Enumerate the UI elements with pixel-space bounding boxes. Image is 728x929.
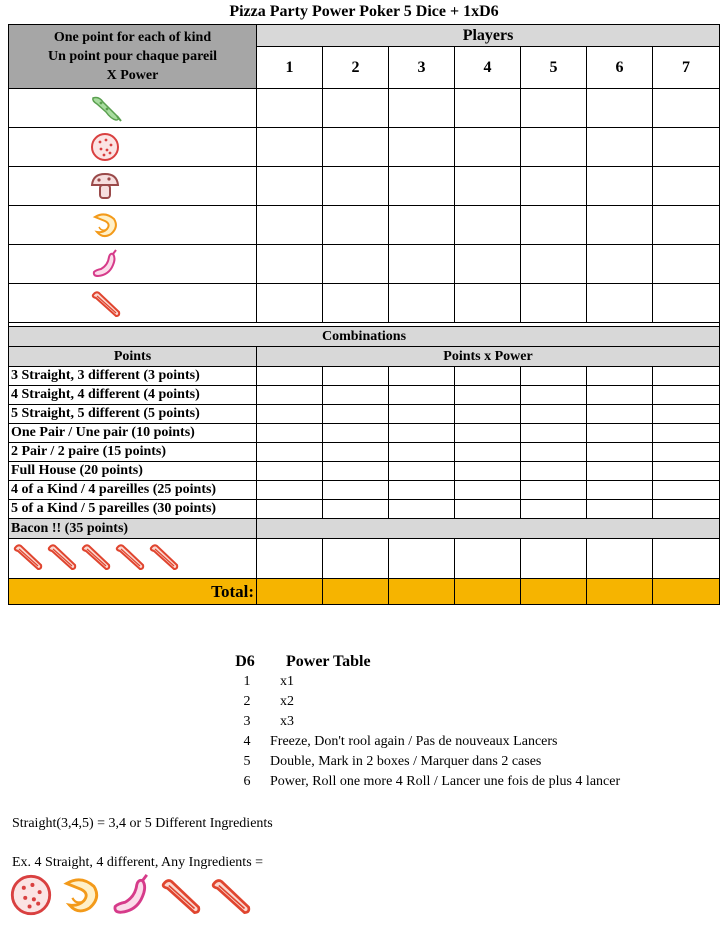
power-number: 4 xyxy=(243,734,251,749)
score-cell[interactable] xyxy=(323,424,389,443)
score-cell[interactable] xyxy=(389,405,455,424)
pepperoni-icon xyxy=(8,872,54,923)
score-cell[interactable] xyxy=(257,367,323,386)
total-cell[interactable] xyxy=(257,579,323,605)
mushroom-icon xyxy=(49,170,256,202)
score-cell[interactable] xyxy=(455,89,521,128)
combo-row xyxy=(9,405,720,424)
score-cell[interactable] xyxy=(389,167,455,206)
score-cell[interactable] xyxy=(323,284,389,323)
score-cell[interactable] xyxy=(389,462,455,481)
power-number: 2 xyxy=(243,694,251,709)
ingredient-row xyxy=(9,284,720,323)
player-header-3: 3 xyxy=(389,47,455,89)
score-cell[interactable] xyxy=(653,367,720,386)
score-cell[interactable] xyxy=(521,128,587,167)
score-cell[interactable] xyxy=(521,386,587,405)
score-cell[interactable] xyxy=(455,481,521,500)
ingredient-cell xyxy=(9,284,257,323)
score-cell[interactable] xyxy=(257,284,323,323)
score-cell[interactable] xyxy=(257,500,323,519)
combo-row xyxy=(9,386,720,405)
score-cell[interactable] xyxy=(653,245,720,284)
power-table-title: Power Table xyxy=(286,653,371,670)
pepperoni-icon xyxy=(49,131,256,163)
header-line-1: One point for each of kind xyxy=(53,30,212,45)
score-cell[interactable] xyxy=(389,386,455,405)
page-title: Pizza Party Power Poker 5 Dice + 1xD6 xyxy=(229,3,499,20)
score-cell[interactable] xyxy=(323,89,389,128)
total-cell[interactable] xyxy=(587,579,653,605)
player-header-6: 6 xyxy=(587,47,653,89)
score-cell[interactable] xyxy=(587,367,653,386)
straight-note: Straight(3,4,5) = 3,4 or 5 Different Ingredients xyxy=(12,816,273,831)
combo-label: 4 Straight, 4 different (4 points) xyxy=(9,386,257,405)
bacon-icons-cell xyxy=(9,539,257,579)
combo-row xyxy=(9,481,720,500)
power-number: 5 xyxy=(243,754,251,769)
points-header: Points xyxy=(9,347,257,367)
total-cell[interactable] xyxy=(389,579,455,605)
score-cell[interactable] xyxy=(587,284,653,323)
player-header-4: 4 xyxy=(455,47,521,89)
score-cell[interactable] xyxy=(323,128,389,167)
score-cell[interactable] xyxy=(587,405,653,424)
score-cell[interactable] xyxy=(587,539,653,579)
score-cell[interactable] xyxy=(521,206,587,245)
player-header-5: 5 xyxy=(521,47,587,89)
ingredient-cell xyxy=(9,245,257,284)
score-cell[interactable] xyxy=(323,245,389,284)
bacon-icon xyxy=(208,872,254,923)
score-cell[interactable] xyxy=(653,386,720,405)
score-cell[interactable] xyxy=(653,539,720,579)
shrimp-icon xyxy=(58,872,104,923)
example-icons xyxy=(8,872,254,923)
score-cell[interactable] xyxy=(257,481,323,500)
score-cell[interactable] xyxy=(653,481,720,500)
header-line-2: Un point pour chaque pareil xyxy=(47,49,218,64)
score-cell[interactable] xyxy=(521,167,587,206)
score-cell[interactable] xyxy=(455,206,521,245)
combo-label: One Pair / Une pair (10 points) xyxy=(9,424,257,443)
score-cell[interactable] xyxy=(455,245,521,284)
score-cell[interactable] xyxy=(653,500,720,519)
combinations-header: Combinations xyxy=(9,327,720,347)
score-cell[interactable] xyxy=(323,443,389,462)
score-cell[interactable] xyxy=(455,405,521,424)
score-cell[interactable] xyxy=(257,424,323,443)
score-cell[interactable] xyxy=(389,284,455,323)
combo-label: 5 of a Kind / 5 pareilles (30 points) xyxy=(9,500,257,519)
power-row xyxy=(232,732,620,752)
header-description xyxy=(9,25,257,89)
score-cell[interactable] xyxy=(587,89,653,128)
score-cell[interactable] xyxy=(455,386,521,405)
score-cell[interactable] xyxy=(455,424,521,443)
bacon-icon xyxy=(45,539,79,578)
combo-row xyxy=(9,443,720,462)
score-cell[interactable] xyxy=(521,284,587,323)
score-cell[interactable] xyxy=(455,128,521,167)
bacon-icon xyxy=(147,539,181,578)
score-cell[interactable] xyxy=(257,89,323,128)
score-cell[interactable] xyxy=(323,167,389,206)
power-text: Freeze, Don't rool again / Pas de nouveaux Lancers xyxy=(270,734,558,749)
power-number: 6 xyxy=(243,774,251,789)
bacon-label: Bacon !! (35 points) xyxy=(9,519,257,539)
score-cell[interactable] xyxy=(653,206,720,245)
score-cell[interactable] xyxy=(257,462,323,481)
score-cell[interactable] xyxy=(587,481,653,500)
combo-label: 3 Straight, 3 different (3 points) xyxy=(9,367,257,386)
score-cell[interactable] xyxy=(389,89,455,128)
score-cell[interactable] xyxy=(653,405,720,424)
score-cell[interactable] xyxy=(521,500,587,519)
ingredient-row xyxy=(9,89,720,128)
score-cell[interactable] xyxy=(455,443,521,462)
score-cell[interactable] xyxy=(389,424,455,443)
combo-label: 5 Straight, 5 different (5 points) xyxy=(9,405,257,424)
score-cell[interactable] xyxy=(521,405,587,424)
score-cell[interactable] xyxy=(587,245,653,284)
power-row xyxy=(232,692,620,712)
score-cell[interactable] xyxy=(257,405,323,424)
pepper-icon xyxy=(49,92,256,124)
score-cell[interactable] xyxy=(257,167,323,206)
players-header: Players xyxy=(257,25,720,47)
score-cell[interactable] xyxy=(521,481,587,500)
score-cell[interactable] xyxy=(587,386,653,405)
score-cell[interactable] xyxy=(653,128,720,167)
score-cell[interactable] xyxy=(521,245,587,284)
score-cell[interactable] xyxy=(389,481,455,500)
score-cell[interactable] xyxy=(521,443,587,462)
score-cell[interactable] xyxy=(587,443,653,462)
ingredient-cell xyxy=(9,206,257,245)
score-cell[interactable] xyxy=(653,462,720,481)
ingredient-cell xyxy=(9,128,257,167)
bacon-bar xyxy=(257,519,720,539)
power-row xyxy=(232,712,620,732)
d6-label: D6 xyxy=(235,653,255,670)
score-cell[interactable] xyxy=(323,500,389,519)
combo-row xyxy=(9,367,720,386)
score-cell[interactable] xyxy=(389,500,455,519)
total-cell[interactable] xyxy=(455,579,521,605)
score-cell[interactable] xyxy=(323,539,389,579)
score-cell[interactable] xyxy=(389,539,455,579)
combo-row xyxy=(9,500,720,519)
score-cell[interactable] xyxy=(587,167,653,206)
score-cell[interactable] xyxy=(521,367,587,386)
score-cell[interactable] xyxy=(653,167,720,206)
total-cell[interactable] xyxy=(521,579,587,605)
score-cell[interactable] xyxy=(257,206,323,245)
score-cell[interactable] xyxy=(521,462,587,481)
score-cell[interactable] xyxy=(455,500,521,519)
combo-row xyxy=(9,424,720,443)
score-cell[interactable] xyxy=(257,539,323,579)
combo-row xyxy=(9,462,720,481)
score-cell[interactable] xyxy=(389,443,455,462)
player-header-1: 1 xyxy=(257,47,323,89)
shrimp-icon xyxy=(49,209,256,241)
bacon-icon xyxy=(79,539,113,578)
power-number: 1 xyxy=(243,674,251,689)
power-table xyxy=(232,652,620,792)
power-row xyxy=(232,772,620,792)
score-cell[interactable] xyxy=(587,128,653,167)
score-cell[interactable] xyxy=(323,405,389,424)
ingredient-cell xyxy=(9,89,257,128)
score-cell[interactable] xyxy=(389,206,455,245)
score-cell[interactable] xyxy=(587,462,653,481)
score-cell[interactable] xyxy=(653,284,720,323)
power-text: x2 xyxy=(280,694,294,709)
ingredient-cell xyxy=(9,167,257,206)
power-row xyxy=(232,672,620,692)
score-cell[interactable] xyxy=(521,424,587,443)
score-cell[interactable] xyxy=(521,89,587,128)
score-cell[interactable] xyxy=(455,284,521,323)
score-cell[interactable] xyxy=(521,539,587,579)
score-cell[interactable] xyxy=(257,386,323,405)
power-text: x3 xyxy=(280,714,294,729)
score-cell[interactable] xyxy=(587,500,653,519)
score-sheet xyxy=(8,24,720,605)
ingredient-row xyxy=(9,128,720,167)
player-header-7: 7 xyxy=(653,47,720,89)
combo-label: 2 Pair / 2 paire (15 points) xyxy=(9,443,257,462)
power-text: Power, Roll one more 4 Roll / Lancer une fois de plus 4 lancer xyxy=(270,774,621,789)
score-cell[interactable] xyxy=(455,462,521,481)
points-power-header: Points x Power xyxy=(257,347,720,367)
score-cell[interactable] xyxy=(455,367,521,386)
sausage-icon xyxy=(108,872,154,923)
ingredient-row xyxy=(9,167,720,206)
power-row xyxy=(232,752,620,772)
power-number: 3 xyxy=(243,714,251,729)
example-note: Ex. 4 Straight, 4 different, Any Ingredients = xyxy=(12,855,264,870)
score-cell[interactable] xyxy=(257,128,323,167)
bacon-icon xyxy=(158,872,204,923)
total-label: Total: xyxy=(9,579,257,605)
combo-label: 4 of a Kind / 4 pareilles (25 points) xyxy=(9,481,257,500)
score-cell[interactable] xyxy=(323,367,389,386)
score-cell[interactable] xyxy=(257,245,323,284)
score-cell[interactable] xyxy=(389,128,455,167)
combo-label: Full House (20 points) xyxy=(9,462,257,481)
score-cell[interactable] xyxy=(323,206,389,245)
score-cell[interactable] xyxy=(587,424,653,443)
total-cell[interactable] xyxy=(653,579,720,605)
score-cell[interactable] xyxy=(323,386,389,405)
score-cell[interactable] xyxy=(653,443,720,462)
score-cell[interactable] xyxy=(653,89,720,128)
total-cell[interactable] xyxy=(323,579,389,605)
score-cell[interactable] xyxy=(389,245,455,284)
bacon-icon xyxy=(11,539,45,578)
player-header-2: 2 xyxy=(323,47,389,89)
bacon-icon xyxy=(113,539,147,578)
score-cell[interactable] xyxy=(257,443,323,462)
score-cell[interactable] xyxy=(587,206,653,245)
score-cell[interactable] xyxy=(389,367,455,386)
power-text: x1 xyxy=(280,674,294,689)
bacon-icon xyxy=(49,286,256,320)
header-line-3: X Power xyxy=(106,68,159,83)
power-text: Double, Mark in 2 boxes / Marquer dans 2 cases xyxy=(270,754,542,769)
score-cell[interactable] xyxy=(455,167,521,206)
sausage-icon xyxy=(49,248,256,280)
score-cell[interactable] xyxy=(323,481,389,500)
score-cell[interactable] xyxy=(455,539,521,579)
score-cell[interactable] xyxy=(653,424,720,443)
ingredient-row xyxy=(9,206,720,245)
score-cell[interactable] xyxy=(323,462,389,481)
ingredient-row xyxy=(9,245,720,284)
